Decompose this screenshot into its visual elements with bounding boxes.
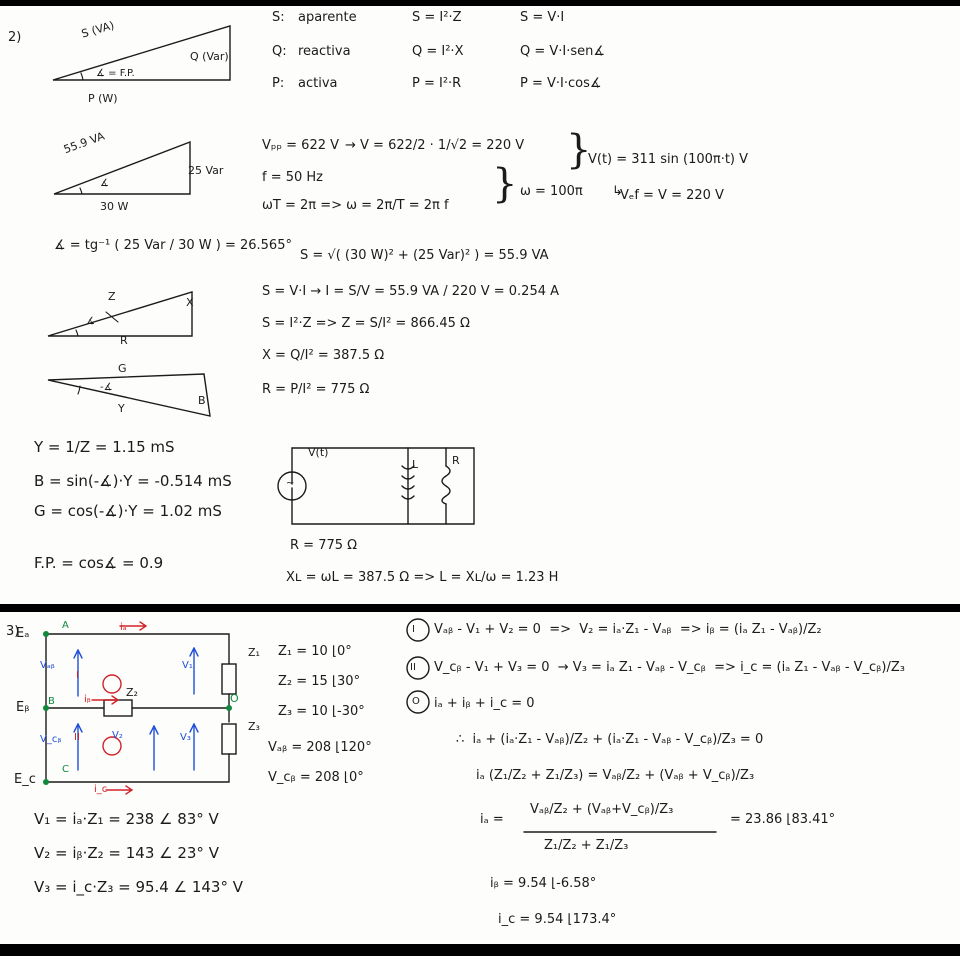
numeric-triangle-hyp-label: 55.9 VA xyxy=(62,129,107,157)
given-1: Z₂ = 15 ⌊30° xyxy=(278,674,361,689)
voltage-line-0: Vₚₚ = 622 V xyxy=(262,138,340,153)
voltage-label-vcb: V_cᵦ xyxy=(40,734,62,745)
sheet-bottom xyxy=(0,612,960,944)
equation-3: ∴ iₐ + (iₐ·Z₁ - Vₐᵦ)/Z₂ + (iₐ·Z₁ - Vₐᵦ - V_cᵦ)/Z₃ = 0 xyxy=(456,732,764,747)
equation-2: iₐ + iᵦ + i_c = 0 xyxy=(434,696,535,711)
equation-1: V_cᵦ - V₁ + V₃ = 0 → V₃ = iₐ Z₁ - Vₐᵦ - V_cᵦ => i_c = (iₐ Z₁ - Vₐᵦ - V_cᵦ)/Z₃ xyxy=(434,660,905,675)
admittance-triangle-hyp-label: G xyxy=(118,362,127,375)
def-eq2-2: P = V·I·cos∡ xyxy=(520,76,602,91)
voltage-line-1: → V = 622/2 · 1/√2 = 220 V xyxy=(345,138,525,153)
three-phase-circuit-shape xyxy=(34,622,249,802)
def-eq1-1: Q = I²·X xyxy=(412,44,464,59)
impedance-label-z3: Z₃ xyxy=(248,720,260,733)
voltage-line-4: ω = 100π xyxy=(520,184,583,199)
node-label-c: E_c xyxy=(14,772,36,787)
derivation-1: S = √( (30 W)² + (25 Var)² ) = 55.9 VA xyxy=(300,248,549,263)
given-2: Z₃ = 10 ⌊-30° xyxy=(278,704,365,719)
inductor-label: L xyxy=(412,458,419,471)
circuit-below-0: R = 775 Ω xyxy=(290,538,358,553)
loop-label-2: II xyxy=(74,732,80,743)
impedance-triangle-vert-label: X xyxy=(186,296,194,309)
fraction-denominator: Z₁/Z₂ + Z₁/Z₃ xyxy=(544,838,629,853)
derivation-5: R = P/I² = 775 Ω xyxy=(262,382,370,397)
derivation-0: ∡ = tg⁻¹ ( 25 Var / 30 W ) = 26.565° xyxy=(54,238,292,253)
def-eq2-1: Q = V·I·sen∡ xyxy=(520,44,606,59)
admittance-result-3: F.P. = cos∡ = 0.9 xyxy=(34,554,164,572)
brace-right-mid: } xyxy=(492,161,518,207)
voltage-line-3: ωT = 2π => ω = 2π/T = 2π f xyxy=(262,198,449,213)
brace-right-top: } xyxy=(566,127,592,173)
power-triangle-angle-label: ∡ = F.P. xyxy=(96,68,135,79)
equation-tag-2: O xyxy=(412,696,420,707)
equation-tag-0: I xyxy=(412,624,415,635)
numeric-triangle-vert-label: 25 Var xyxy=(188,164,224,177)
source-symbol: ~ xyxy=(286,478,295,489)
given-4: V_cᵦ = 208 ⌊0° xyxy=(268,770,364,785)
sheet-top xyxy=(0,6,960,604)
admittance-triangle-vert-label: B xyxy=(198,394,206,407)
def-eq1-0: S = I²·Z xyxy=(412,10,462,25)
voltage-label-v1: V₁ xyxy=(182,660,193,671)
terminal-label-a: A xyxy=(62,620,69,631)
power-triangle-hyp-label: S (VA) xyxy=(80,18,116,41)
node-label-o: O xyxy=(230,692,239,705)
voltage-result-0: V₁ = iₐ·Z₁ = 238 ∠ 83° V xyxy=(34,810,219,828)
fraction-numerator: Vₐᵦ/Z₂ + (Vₐᵦ+V_cᵦ)/Z₃ xyxy=(530,802,674,817)
admittance-triangle-shape xyxy=(44,368,214,426)
current-label-ia: iₐ xyxy=(120,622,127,633)
numeric-triangle-angle-icon: ∡ xyxy=(100,178,109,189)
equation-tag-1: II xyxy=(410,662,416,673)
admittance-result-1: B = sin(-∡)·Y = -0.514 mS xyxy=(34,472,232,490)
impedance-triangle-hyp-label: Z xyxy=(108,290,116,303)
def-sym-0: S: xyxy=(272,10,285,25)
def-sym-2: P: xyxy=(272,76,285,91)
voltage-line-2: f = 50 Hz xyxy=(262,170,324,185)
power-triangle-base-label: P (W) xyxy=(88,92,118,105)
derivation-3: S = I²·Z => Z = S/I² = 866.45 Ω xyxy=(262,316,470,331)
fraction-value: = 23.86 ⌊83.41° xyxy=(730,812,836,827)
resistor-label: R xyxy=(452,454,460,467)
terminal-label-b: B xyxy=(48,696,55,707)
node-label-b: Eᵦ xyxy=(16,700,30,715)
problem-2-number: 2) xyxy=(8,30,22,45)
voltage-result-1: V₂ = iᵦ·Z₂ = 143 ∠ 23° V xyxy=(34,844,219,862)
def-sym-1: Q: xyxy=(272,44,287,59)
def-eq2-0: S = V·I xyxy=(520,10,565,25)
def-name-2: activa xyxy=(298,76,338,91)
terminal-label-c: C xyxy=(62,764,69,775)
source-label: V(t) xyxy=(308,446,329,459)
def-name-1: reactiva xyxy=(298,44,351,59)
derivation-2: S = V·I → I = S/V = 55.9 VA / 220 V = 0.254 A xyxy=(262,284,560,299)
impedance-label-z2: Z₂ xyxy=(126,686,138,699)
current-result-0: iᵦ = 9.54 ⌊-6.58° xyxy=(490,876,597,891)
voltage-line-5: V(t) = 311 sin (100π·t) V xyxy=(588,152,749,167)
arrow-hook-icon: ↳ xyxy=(612,184,623,199)
def-eq1-2: P = I²·R xyxy=(412,76,462,91)
admittance-result-0: Y = 1/Z = 1.15 mS xyxy=(34,438,175,456)
voltage-label-v3: V₃ xyxy=(180,732,191,743)
voltage-result-2: V₃ = i_c·Z₃ = 95.4 ∠ 143° V xyxy=(34,878,243,896)
impedance-label-z1: Z₁ xyxy=(248,646,260,659)
power-triangle-vert-label: Q (Var) xyxy=(190,50,229,63)
problem-3-number: 3) xyxy=(6,624,20,639)
voltage-line-6: Vₑf = V = 220 V xyxy=(620,188,724,203)
current-label-ic: i_c xyxy=(94,784,108,795)
impedance-triangle-base-label: R xyxy=(120,334,128,347)
voltage-label-v2: V₂ xyxy=(112,730,123,741)
node-label-a: Eₐ xyxy=(16,626,30,641)
derivation-4: X = Q/I² = 387.5 Ω xyxy=(262,348,385,363)
numeric-triangle-base-label: 30 W xyxy=(100,200,129,213)
loop-label-1: I xyxy=(76,670,79,681)
given-0: Z₁ = 10 ⌊0° xyxy=(278,644,352,659)
circuit-below-1: Xʟ = ωL = 387.5 Ω => L = Xʟ/ω = 1.23 H xyxy=(286,570,559,585)
admittance-triangle-angle-label: -∡ xyxy=(100,382,113,393)
equation-4: iₐ (Z₁/Z₂ + Z₁/Z₃) = Vₐᵦ/Z₂ + (Vₐᵦ + V_cᵦ)/Z₃ xyxy=(476,768,755,783)
given-3: Vₐᵦ = 208 ⌊120° xyxy=(268,740,372,755)
def-name-0: aparente xyxy=(298,10,357,25)
current-label-ib: iᵦ xyxy=(84,694,91,705)
impedance-triangle-angle-icon: ∡ xyxy=(86,316,95,327)
fraction-lhs: iₐ = xyxy=(480,812,504,827)
fraction-bar xyxy=(524,830,724,834)
current-result-1: i_c = 9.54 ⌊173.4° xyxy=(498,912,617,927)
rl-circuit-shape xyxy=(278,426,498,536)
voltage-label-vab: Vₐᵦ xyxy=(40,660,55,671)
admittance-result-2: G = cos(-∡)·Y = 1.02 mS xyxy=(34,502,222,520)
admittance-triangle-base-label: Y xyxy=(118,402,125,415)
equation-0: Vₐᵦ - V₁ + V₂ = 0 => V₂ = iₐ·Z₁ - Vₐᵦ => iᵦ = (iₐ Z₁ - Vₐᵦ)/Z₂ xyxy=(434,622,822,637)
